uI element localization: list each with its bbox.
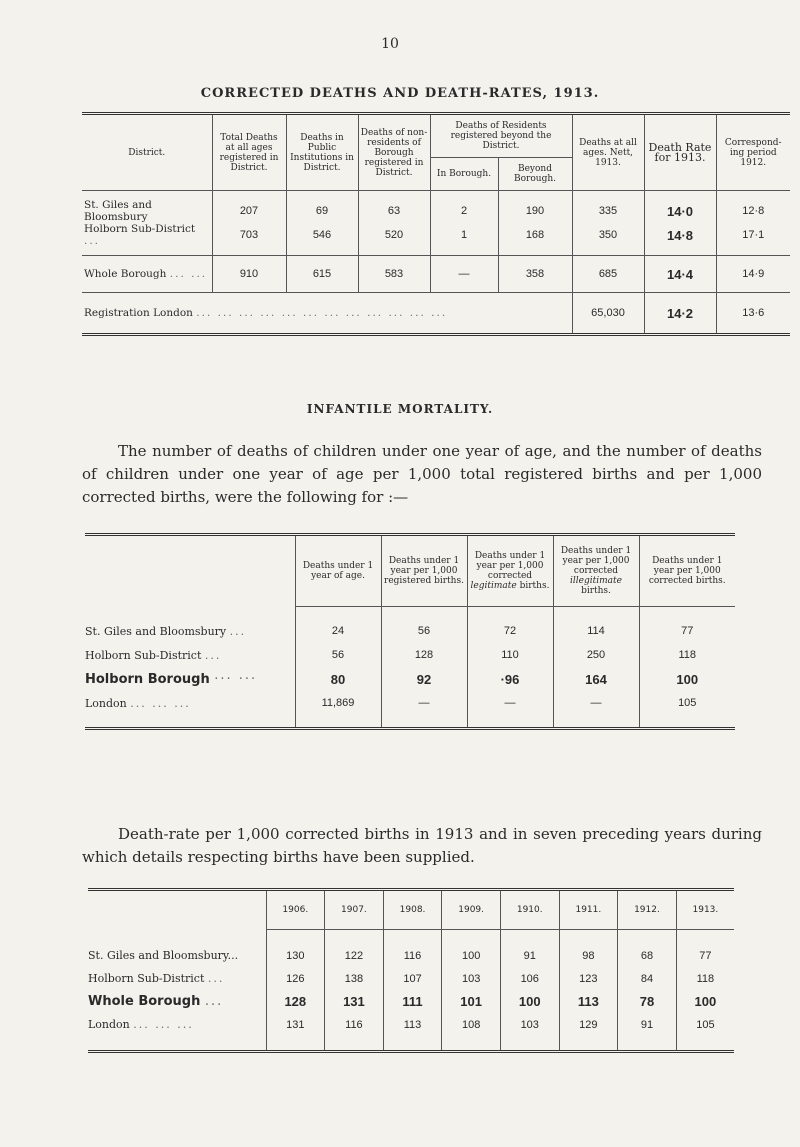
cell: 98 — [559, 944, 618, 967]
header-district: District. — [82, 114, 212, 191]
row-label: Holborn Sub-District ... — [84, 223, 196, 247]
cell: 56 — [381, 619, 467, 643]
cell: 703 — [212, 223, 286, 247]
header-year: 1912. — [618, 890, 677, 930]
table-row — [85, 643, 735, 667]
cell: 14·8 — [644, 223, 716, 247]
cell: 14·9 — [716, 256, 790, 293]
cell: 78 — [618, 990, 677, 1013]
cell: 13·6 — [716, 293, 790, 335]
cell: 103 — [442, 967, 501, 990]
cell: 350 — [572, 223, 644, 247]
header-total-deaths: Total Deaths at all ages registered in District. — [212, 114, 286, 191]
death-rate-paragraph: Death-rate per 1,000 corrected births in 1913 and in seven preceding years during which details respecting births have been supplied. — [82, 825, 762, 866]
table-row — [88, 990, 734, 1013]
cell: ·96 — [467, 667, 553, 691]
row-label: Whole Borough ... ... — [82, 256, 212, 293]
row-label: Holborn Sub-District ... — [85, 648, 222, 662]
death-rates-table — [82, 112, 790, 336]
cell: — — [553, 691, 639, 715]
header-corresponding-period: Correspond-ing period 1912. — [716, 114, 790, 191]
header-year: 1906. — [266, 890, 325, 930]
table-row — [82, 223, 790, 247]
cell: 207 — [212, 199, 286, 223]
cell: 100 — [676, 990, 734, 1013]
header-year: 1910. — [500, 890, 559, 930]
cell: 1 — [430, 223, 498, 247]
row-label: London ... ... ... — [88, 1018, 194, 1031]
table-row — [88, 1013, 734, 1036]
row-label: St. Giles and Bloomsbury... — [88, 949, 239, 962]
cell: 358 — [498, 256, 572, 293]
cell: — — [467, 691, 553, 715]
cell: 77 — [639, 619, 735, 643]
table-row — [85, 619, 735, 643]
cell: 80 — [295, 667, 381, 691]
cell: 107 — [383, 967, 442, 990]
cell: 105 — [676, 1013, 734, 1036]
cell: 14·4 — [644, 256, 716, 293]
cell: 65,030 — [572, 293, 644, 335]
cell: 116 — [383, 944, 442, 967]
infant-mortality-table — [85, 533, 735, 730]
header-year: 1909. — [442, 890, 501, 930]
cell: 84 — [618, 967, 677, 990]
cell: 113 — [559, 990, 618, 1013]
cell: 138 — [325, 967, 384, 990]
table-row — [85, 667, 735, 691]
header-deaths-all-ages: Deaths at all ages. Nett, 1913. — [572, 114, 644, 191]
cell: 583 — [358, 256, 430, 293]
cell: 100 — [639, 667, 735, 691]
header-per-corrected: Deaths under 1 year per 1,000 corrected births. — [639, 535, 735, 607]
cell: 2 — [430, 199, 498, 223]
header-beyond-borough: Beyond Borough. — [498, 158, 572, 191]
cell: 92 — [381, 667, 467, 691]
cell: 77 — [676, 944, 734, 967]
cell: 114 — [553, 619, 639, 643]
header-non-residents: Deaths of non-residents of Borough registered in District. — [358, 114, 430, 191]
cell: 126 — [266, 967, 325, 990]
cell: 113 — [383, 1013, 442, 1036]
header-year: 1911. — [559, 890, 618, 930]
header-in-borough: In Borough. — [430, 158, 498, 191]
cell: 116 — [325, 1013, 384, 1036]
cell: 128 — [266, 990, 325, 1013]
cell: 72 — [467, 619, 553, 643]
cell: 118 — [676, 967, 734, 990]
cell: 17·1 — [716, 223, 790, 247]
cell: 101 — [442, 990, 501, 1013]
yearly-death-rate-table — [88, 888, 734, 1053]
cell: 69 — [286, 199, 358, 223]
cell: 129 — [559, 1013, 618, 1036]
cell: 131 — [325, 990, 384, 1013]
cell: 123 — [559, 967, 618, 990]
header-death-rate: Death Rate for 1913. — [644, 114, 716, 191]
header-year: 1908. — [383, 890, 442, 930]
cell: — — [430, 256, 498, 293]
header-deaths-under-1: Deaths under 1 year of age. — [295, 535, 381, 607]
cell: 520 — [358, 223, 430, 247]
cell: 128 — [381, 643, 467, 667]
section-title: INFANTILE MORTALITY. — [306, 402, 494, 416]
cell: 106 — [500, 967, 559, 990]
cell: 100 — [442, 944, 501, 967]
table-row — [82, 199, 790, 223]
cell: 546 — [286, 223, 358, 247]
table-row — [82, 293, 790, 335]
cell: 24 — [295, 619, 381, 643]
header-per-registered: Deaths under 1 year per 1,000 registered births. — [381, 535, 467, 607]
table-row — [82, 256, 790, 293]
cell: 105 — [639, 691, 735, 715]
cell: 56 — [295, 643, 381, 667]
row-label: Holborn Borough ··· ··· — [85, 671, 258, 687]
row-label: London ... ... ... — [85, 696, 191, 710]
cell: 91 — [618, 1013, 677, 1036]
row-label: Whole Borough ... — [88, 994, 224, 1009]
header-per-legitimate: Deaths under 1 year per 1,000 corrected legitimate births. — [467, 535, 553, 607]
cell: 91 — [500, 944, 559, 967]
cell: 250 — [553, 643, 639, 667]
table-row — [88, 967, 734, 990]
header-residents-beyond: Deaths of Residents registered beyond the District. — [430, 114, 572, 158]
table-row — [88, 944, 734, 967]
cell: 168 — [498, 223, 572, 247]
cell: 103 — [500, 1013, 559, 1036]
row-label: Holborn Sub-District ... — [88, 972, 225, 985]
cell: 14·0 — [644, 199, 716, 223]
cell: 615 — [286, 256, 358, 293]
row-label: St. Giles and Bloomsbury — [84, 199, 152, 223]
row-label: St. Giles and Bloomsbury ... — [85, 624, 247, 638]
cell: 110 — [467, 643, 553, 667]
cell: 685 — [572, 256, 644, 293]
cell: 910 — [212, 256, 286, 293]
row-label: Registration London ... ... ... ... ... ... ... ... ... ... ... ... — [82, 293, 572, 335]
cell: 131 — [266, 1013, 325, 1036]
cell: 122 — [325, 944, 384, 967]
header-year: 1907. — [325, 890, 384, 930]
table-row — [85, 691, 735, 715]
cell: — — [381, 691, 467, 715]
cell: 68 — [618, 944, 677, 967]
cell: 14·2 — [644, 293, 716, 335]
infant-paragraph: The number of deaths of children under one year of age, and the number of deaths of children under one year of age per 1,000 total registered births and per 1,000 corrected births, were the following for :— — [82, 442, 762, 506]
cell: 164 — [553, 667, 639, 691]
cell: 108 — [442, 1013, 501, 1036]
cell: 111 — [383, 990, 442, 1013]
cell: 190 — [498, 199, 572, 223]
cell: 12·8 — [716, 199, 790, 223]
cell: 63 — [358, 199, 430, 223]
header-public-institutions: Deaths in Public Institutions in District. — [286, 114, 358, 191]
header-year: 1913. — [676, 890, 734, 930]
cell: 100 — [500, 990, 559, 1013]
cell: 118 — [639, 643, 735, 667]
cell: 130 — [266, 944, 325, 967]
page-number: 10 — [381, 36, 399, 52]
cell: 11,869 — [295, 691, 381, 715]
cell: 335 — [572, 199, 644, 223]
page-title: CORRECTED DEATHS AND DEATH-RATES, 1913. — [200, 86, 600, 101]
header-per-illegitimate: Deaths under 1 year per 1,000 corrected illegitimate births. — [553, 535, 639, 607]
